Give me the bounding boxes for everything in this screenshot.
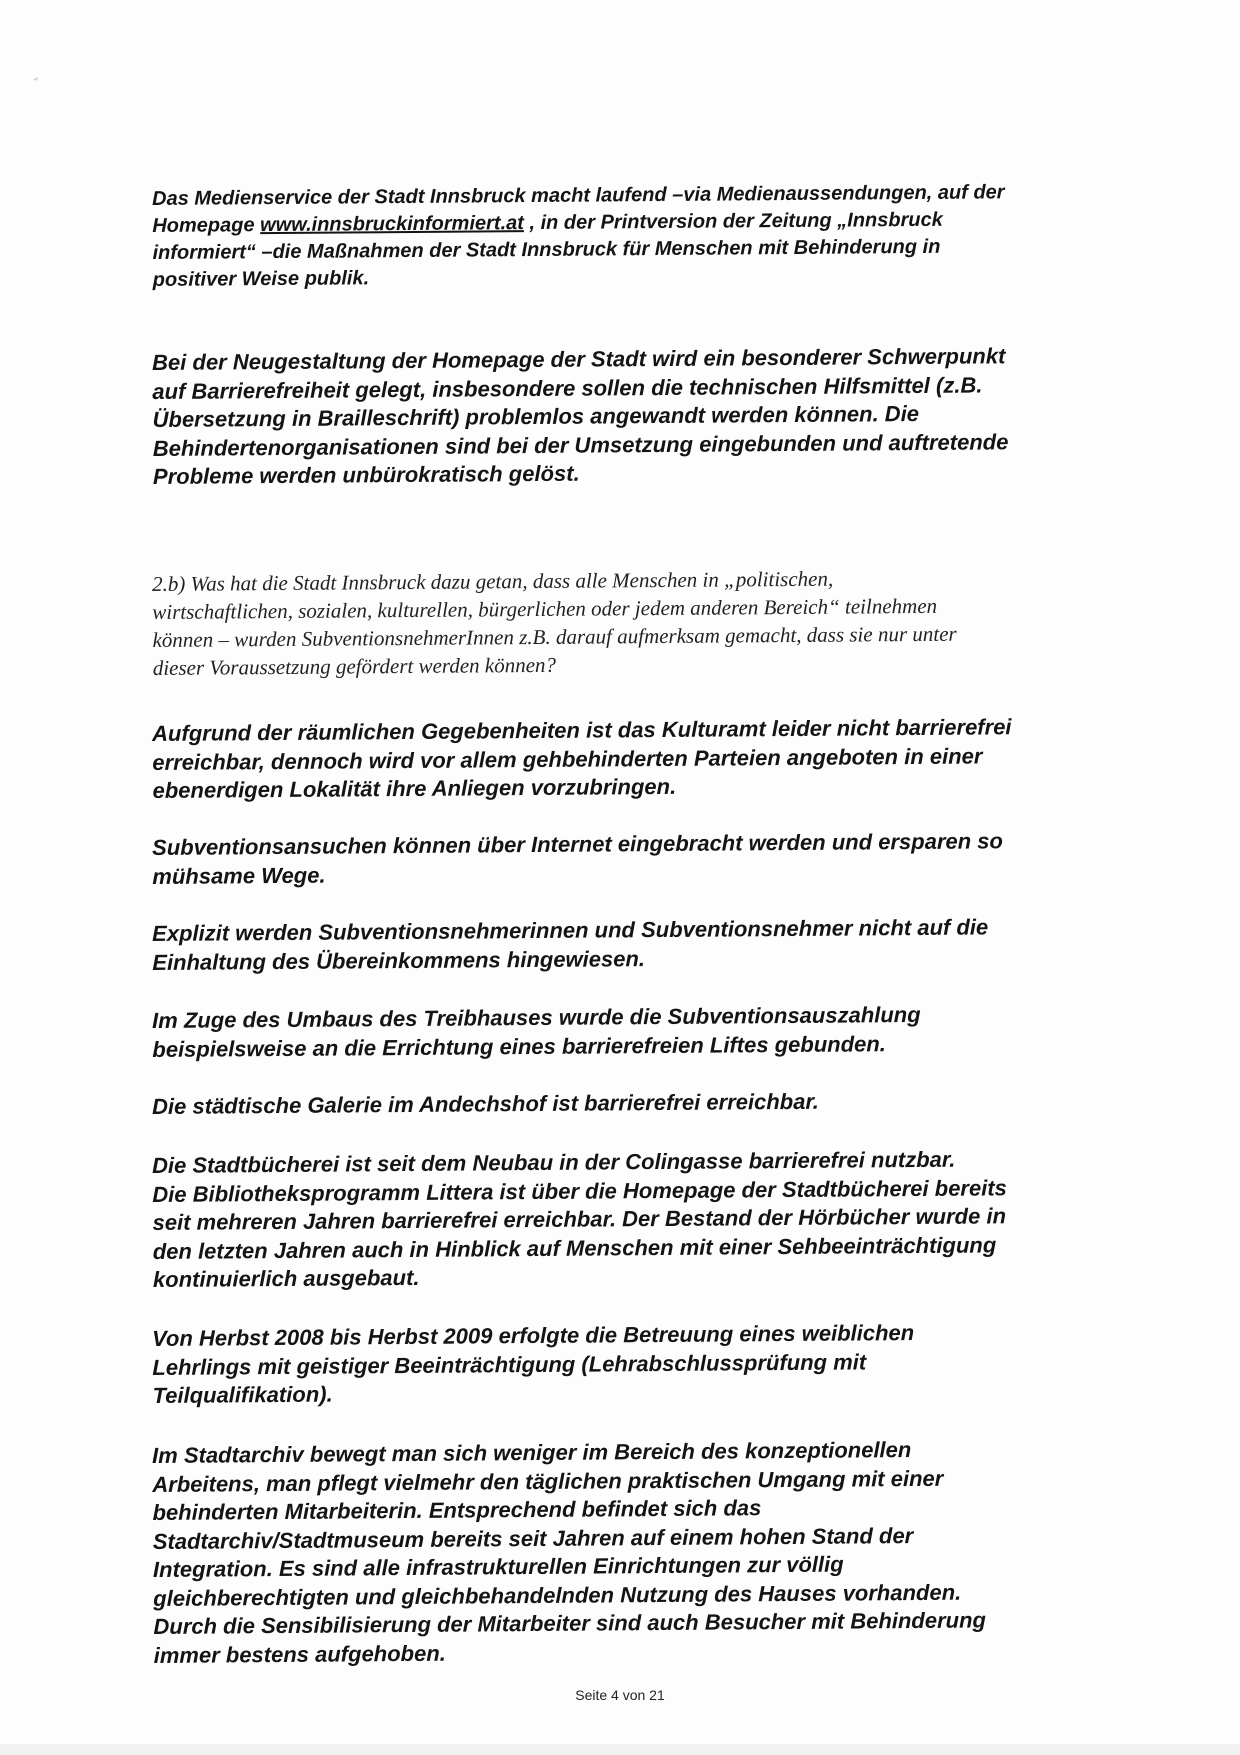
text-line: Teilqualifikation).: [152, 1381, 333, 1408]
text-line: dieser Voraussetzung gefördert werden können?: [152, 652, 557, 680]
text-line: Subventionsansuchen können über Internet eingebracht werden und ersparen so: [152, 828, 1004, 860]
text-line: den letzten Jahren auch in Hinblick auf Menschen mit einer Sehbeeinträchtigung: [152, 1231, 997, 1264]
text-line: Von Herbst 2008 bis Herbst 2009 erfolgte die Betreuung eines weiblichen: [152, 1320, 915, 1351]
text-line: wirtschaftlichen, sozialen, kulturellen, bürgerlichen oder jedem anderen Bereich“ teilnehmen: [152, 593, 938, 624]
text-line: Lehrlings mit geistiger Beeinträchtigung (Lehrabschlussprüfung mit: [152, 1348, 867, 1380]
text-line: mühsame Wege.: [152, 862, 326, 889]
text-line: ebenerdigen Lokalität ihre Anliegen vorzubringen.: [152, 773, 677, 803]
text-line: Die städtische Galerie im Andechshof ist barrierefrei erreichbar.: [152, 1088, 819, 1119]
paragraph-treibhaus: [152, 999, 1142, 1064]
text-line: Übersetzung in Brailleschrift) problemlos angewandt werden können. Die: [152, 400, 920, 432]
text-segment: Homepage: [152, 214, 261, 237]
text-line: positiver Weise publik.: [152, 267, 370, 291]
text-line: Arbeitens, man pflegt vielmehr den täglichen praktischen Umgang mit einer: [152, 1465, 944, 1497]
scan-bottom-edge: [0, 1744, 1240, 1755]
text-line: seit mehreren Jahren barrierefrei erreichbar. Der Bestand der Hörbücher wurde in: [152, 1203, 1007, 1235]
paragraph-subventionsansuchen: [152, 826, 1142, 891]
text-line: auf Barrierefreiheit gelegt, insbesondere sollen die technischen Hilfsmittel (z.B.: [152, 371, 983, 404]
text-line: Probleme werden unbürokratisch gelöst.: [152, 460, 580, 489]
text-line: erreichbar, dennoch wird vor allem gehbehinderten Parteien angeboten in einer: [152, 742, 983, 775]
page-number: Seite 4 von 21: [575, 1687, 665, 1703]
text-segment: , in der Printversion der Zeitung „Innsbruck: [523, 208, 943, 235]
text-line: Bei der Neugestaltung der Homepage der Stadt wird ein besonderer Schwerpunkt: [152, 343, 1006, 375]
paragraph-stadtarchiv: [152, 1434, 1144, 1670]
text-line: Behindertenorganisationen sind bei der Umsetzung eingebunden und auftretende: [152, 428, 1009, 461]
text-line: gleichberechtigten und gleichbehandelnden Nutzung des Hauses vorhanden.: [153, 1579, 962, 1611]
text-line: beispielsweise an die Errichtung eines barrierefreien Liftes gebunden.: [152, 1030, 886, 1062]
paragraph-kulturamt: [152, 712, 1143, 805]
text-line: Die Bibliotheksprogramm Littera ist über die Homepage der Stadtbücherei bereits: [152, 1174, 1007, 1207]
homepage-link[interactable]: www.innsbruckinformiert.at: [260, 212, 524, 237]
text-line: Einhaltung des Übereinkommens hingewiesen.: [152, 945, 646, 975]
text-line: 2.b) Was hat die Stadt Innsbruck dazu getan, dass alle Menschen in „politischen,: [152, 566, 834, 596]
text-line: Im Zuge des Umbaus des Treibhauses wurde die Subventionsauszahlung: [152, 1001, 921, 1033]
text-line: kontinuierlich ausgebaut.: [152, 1264, 420, 1292]
text-line: immer bestens aufgehoben.: [153, 1640, 446, 1668]
text-line: Integration. Es sind alle infrastrukturellen Einrichtungen zur völlig: [152, 1551, 844, 1582]
text-line: Die Stadtbücherei ist seit dem Neubau in der Colingasse barrierefrei nutzbar.: [152, 1146, 956, 1178]
text-line: behinderten Mitarbeiterin. Entsprechend befindet sich das: [152, 1495, 762, 1525]
paragraph-neugestaltung: [152, 341, 1143, 491]
text-line: Aufgrund der räumlichen Gegebenheiten ist das Kulturamt leider nicht barrierefrei: [152, 714, 1012, 746]
text-line: können – wurden SubventionsnehmerInnen z.B. darauf aufmerksam gemacht, dass sie nur unter: [152, 621, 957, 652]
paragraph-medienservice: [152, 178, 1143, 294]
text-line: Stadtarchiv/Stadtmuseum bereits seit Jahren auf einem hohen Stand der: [152, 1522, 914, 1554]
paragraph-explizit: [152, 912, 1142, 977]
text-line: Das Medienservice der Stadt Innsbruck macht laufend –via Medienaussendungen, auf der: [152, 181, 1005, 210]
question-2b: [152, 562, 1143, 682]
paragraph-lehrling: [152, 1317, 1143, 1410]
text-line: Durch die Sensibilisierung der Mitarbeiter sind auch Besucher mit Behinderung: [153, 1607, 987, 1639]
paragraph-stadtbuecherei: [152, 1144, 1143, 1294]
paragraph-galerie: [152, 1085, 1142, 1121]
text-line: Im Stadtarchiv bewegt man sich weniger im Bereich des konzeptionellen: [152, 1437, 912, 1468]
text-line: informiert“ –die Maßnahmen der Stadt Innsbruck für Menschen mit Behinderung in: [152, 235, 941, 264]
text-line: Explizit werden Subventionsnehmerinnen und Subventionsnehmer nicht auf die: [152, 914, 989, 946]
scan-speck: [34, 77, 38, 81]
